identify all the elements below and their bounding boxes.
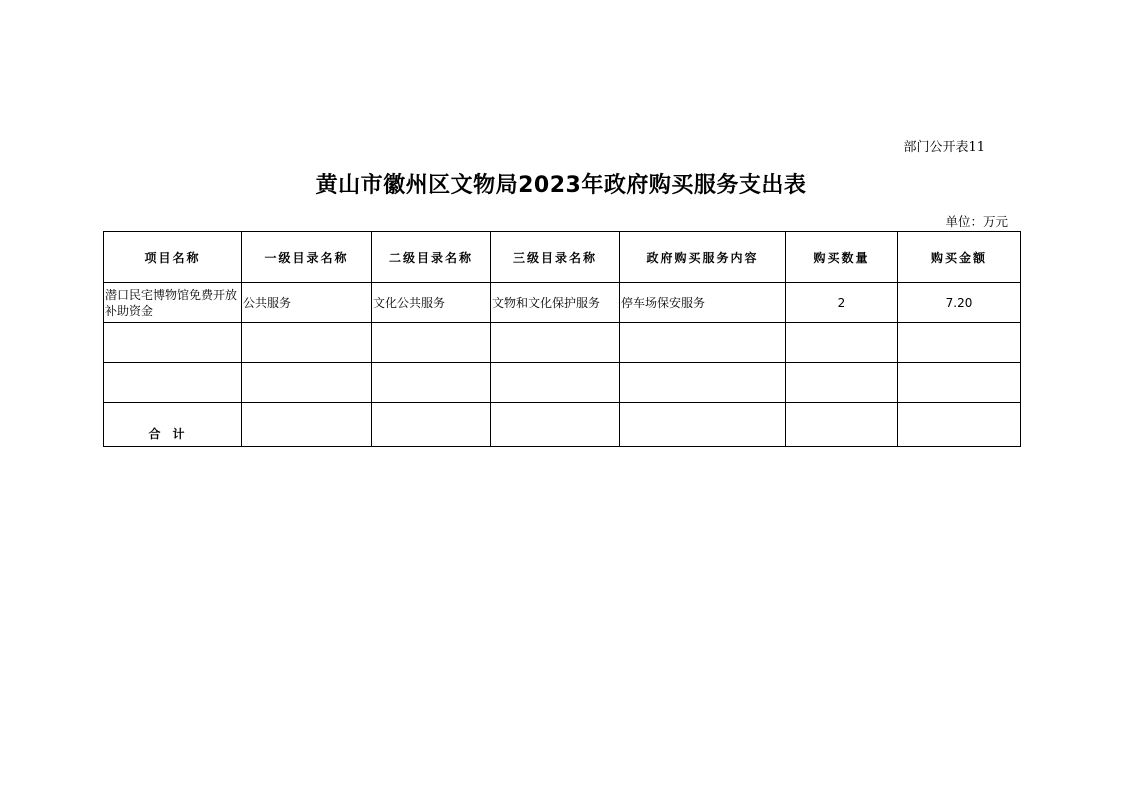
total-cell bbox=[786, 403, 898, 447]
cell-level2-category bbox=[372, 363, 491, 403]
table-row bbox=[104, 363, 1021, 403]
total-cell bbox=[372, 403, 491, 447]
cell-amount bbox=[898, 363, 1021, 403]
total-cell bbox=[491, 403, 620, 447]
cell-service-content: 停车场保安服务 bbox=[620, 283, 786, 323]
total-label: 合计 bbox=[104, 403, 242, 447]
cell-service-content bbox=[620, 323, 786, 363]
total-row bbox=[104, 403, 1021, 447]
cell-project-name: 潜口民宅博物馆免费开放补助资金 bbox=[104, 283, 242, 323]
header-project-name: 项目名称 bbox=[104, 232, 242, 283]
cell-level3-category: 文物和文化保护服务 bbox=[491, 283, 620, 323]
cell-quantity bbox=[786, 323, 898, 363]
cell-quantity: 2 bbox=[786, 283, 898, 323]
header-service-content: 政府购买服务内容 bbox=[620, 232, 786, 283]
header-level1-category: 一级目录名称 bbox=[242, 232, 372, 283]
header-amount: 购买金额 bbox=[898, 232, 1021, 283]
total-cell bbox=[242, 403, 372, 447]
purchase-services-table bbox=[103, 231, 1021, 447]
cell-level3-category bbox=[491, 323, 620, 363]
cell-level1-category: 公共服务 bbox=[242, 283, 372, 323]
header-level3-category: 三级目录名称 bbox=[491, 232, 620, 283]
cell-level2-category: 文化公共服务 bbox=[372, 283, 491, 323]
cell-amount: 7.20 bbox=[898, 283, 1021, 323]
header-quantity: 购买数量 bbox=[786, 232, 898, 283]
cell-project-name bbox=[104, 323, 242, 363]
cell-quantity bbox=[786, 363, 898, 403]
unit-label: 单位：万元 bbox=[945, 214, 1008, 229]
cell-level1-category bbox=[242, 323, 372, 363]
cell-service-content bbox=[620, 363, 786, 403]
cell-project-name bbox=[104, 363, 242, 403]
cell-amount bbox=[898, 323, 1021, 363]
header-row bbox=[104, 232, 1021, 283]
total-cell bbox=[620, 403, 786, 447]
document-code: 部门公开表11 bbox=[903, 140, 985, 155]
total-cell bbox=[898, 403, 1021, 447]
cell-level3-category bbox=[491, 363, 620, 403]
document-title: 黄山市徽州区文物局2023年政府购买服务支出表 bbox=[315, 173, 807, 198]
header-level2-category: 二级目录名称 bbox=[372, 232, 491, 283]
table-row bbox=[104, 283, 1021, 323]
cell-level2-category bbox=[372, 323, 491, 363]
cell-level1-category bbox=[242, 363, 372, 403]
table-row bbox=[104, 323, 1021, 363]
